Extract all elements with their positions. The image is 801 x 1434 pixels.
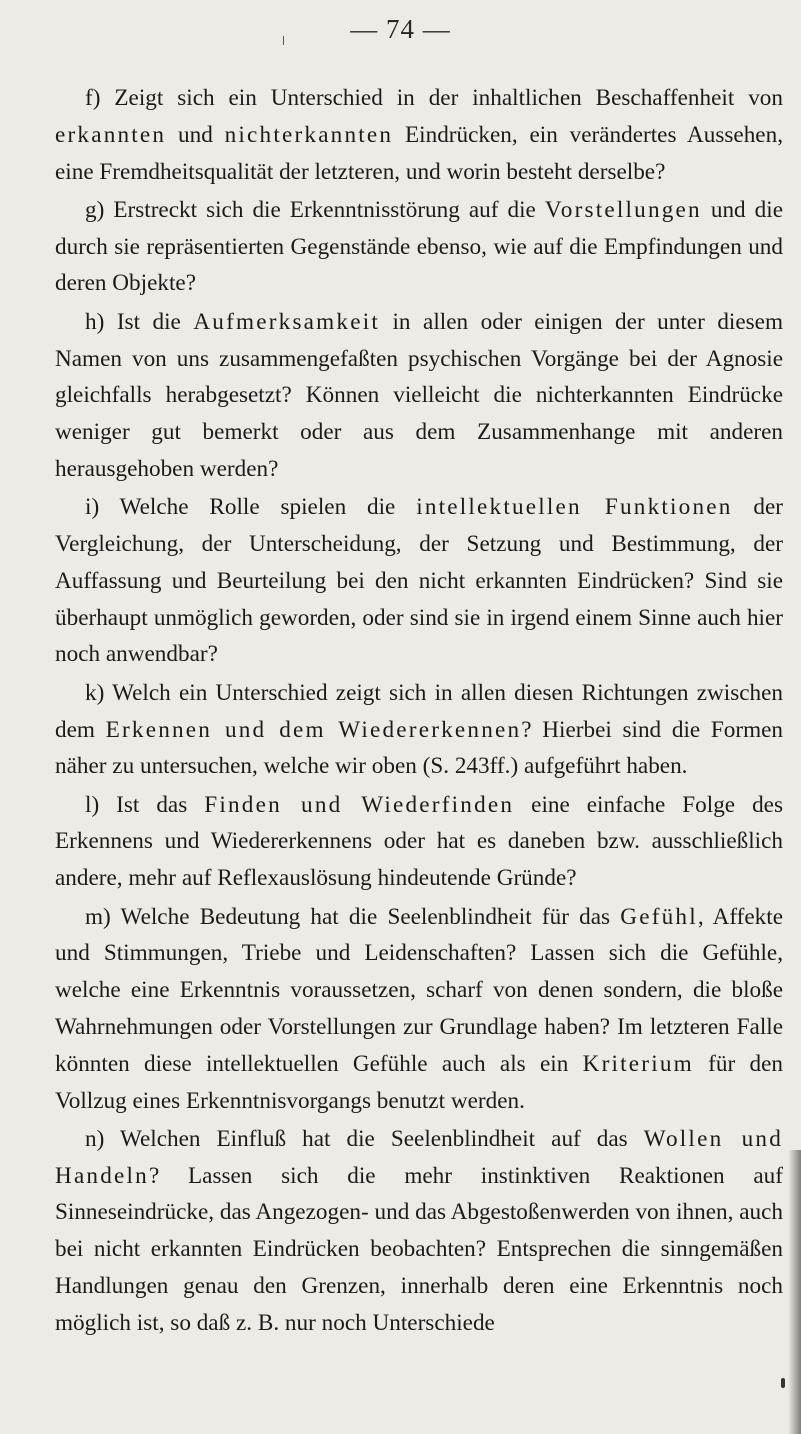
page-edge-mark: [781, 1378, 785, 1388]
paragraph-text: , Affekte und Stimmungen, Triebe und Leidenschaften? Lassen sich die Gefühle, welche eine Erkenntnis voraussetzen, scharf von denen sondern, die bloße Wahrnehmungen oder Vorstellungen zur Grundlage haben? Im letzteren Falle könnten diese intellektuellen Gefühle auch als ein: [55, 903, 783, 1077]
body-text: [55, 80, 783, 1343]
paragraph-text: für den Vollzug eines Erkenntnisvorgangs benutzt werden.: [55, 1050, 783, 1114]
emphasized-term: Finden und Wiederfinden: [204, 791, 515, 818]
emphasized-term: Aufmerksamkeit: [193, 308, 380, 335]
paragraph-text: i) Welche Rolle spielen die: [85, 494, 417, 521]
page-edge-shadow: [788, 1150, 801, 1434]
paragraph-g: [55, 192, 783, 302]
paragraph-text: g) Erstreckt sich die Erkenntnisstörung auf die: [85, 196, 545, 223]
emphasized-term: Wollen und Handeln: [55, 1125, 783, 1189]
emphasized-term: Kriterium: [582, 1050, 694, 1077]
paragraph-f: [55, 80, 783, 190]
emphasized-term: Gefühl: [620, 903, 698, 930]
paragraph-m: [55, 899, 783, 1120]
paragraph-text: h) Ist die: [85, 308, 194, 335]
paragraph-text: in allen oder einigen der unter diesem Namen von uns zusammengefaßten psychischen Vorgänge bei der Agnosie gleichfalls herabgesetzt? Können vielleicht die nichterkannten Eindrücke weniger gut bemerkt oder aus dem Zusammenhange mit anderen herausgehoben werden?: [55, 308, 783, 482]
emphasized-term: erkannten: [55, 121, 167, 148]
paragraph-text: und die durch sie repräsentierten Gegenstände ebenso, wie auf die Empfindungen und deren Objekte?: [55, 196, 783, 297]
paragraph-text: und: [166, 121, 225, 148]
emphasized-term: Vorstellungen: [544, 196, 702, 223]
emphasized-term: nichterkannten: [224, 121, 394, 148]
paragraph-text: l) Ist das: [85, 791, 205, 818]
paragraph-k: [55, 675, 783, 785]
paragraph-text: f) Zeigt sich ein Unterschied in der inhaltlichen Beschaffenheit von: [85, 85, 783, 111]
paragraph-l: [55, 787, 783, 897]
paragraph-text: Eindrücken, ein verändertes Aussehen, eine Fremdheitsqualität der letzteren, und worin besteht derselbe?: [55, 121, 783, 185]
paragraph-n: [55, 1121, 783, 1342]
paragraph-text: der Vergleichung, der Unterscheidung, der Setzung und Bestimmung, der Auffassung und Beurteilung bei den nicht erkannten Eindrücken? Sind sie überhaupt unmöglich geworden, oder sind sie in irgend einem Sinne auch hier noch anwendbar?: [55, 494, 783, 668]
page-number: — 74 —: [350, 14, 451, 44]
paragraph-text: eine einfache Folge des Erkennens und Wiedererkennens oder hat es daneben bzw. ausschließlich andere, mehr auf Reflexauslösung hindeutende Gründe?: [55, 791, 783, 892]
paragraph-h: [55, 304, 783, 488]
paragraph-text: ? Lassen sich die mehr instinktiven Reaktionen auf Sinneseindrücke, das Angezogen- und das Abgestoßenwerden von ihnen, auch bei nicht erkannten Eindrücken beobachten? Entsprechen die sinngemäßen Handlungen genau den Grenzen, innerhalb deren eine Erkenntnis noch möglich ist, so daß z. B. nur noch Unterschiede: [55, 1162, 783, 1336]
paragraph-text: n) Welchen Einfluß hat die Seelenblindheit auf das: [85, 1125, 644, 1152]
paragraph-i: [55, 489, 783, 673]
paragraph-text: m) Welche Bedeutung hat die Seelenblindheit für das: [85, 903, 621, 930]
paragraph-text: k) Welch ein Unterschied zeigt sich in allen diesen Richtungen zwischen dem: [55, 679, 783, 743]
paragraph-text: ? Hierbei sind die Formen näher zu untersuchen, welche wir oben (S. 243ff.) aufgeführt haben.: [55, 716, 783, 780]
emphasized-term: intellektuellen Funktionen: [416, 494, 733, 521]
emphasized-term: Erkennen und dem Wiedererkennen: [105, 716, 522, 743]
